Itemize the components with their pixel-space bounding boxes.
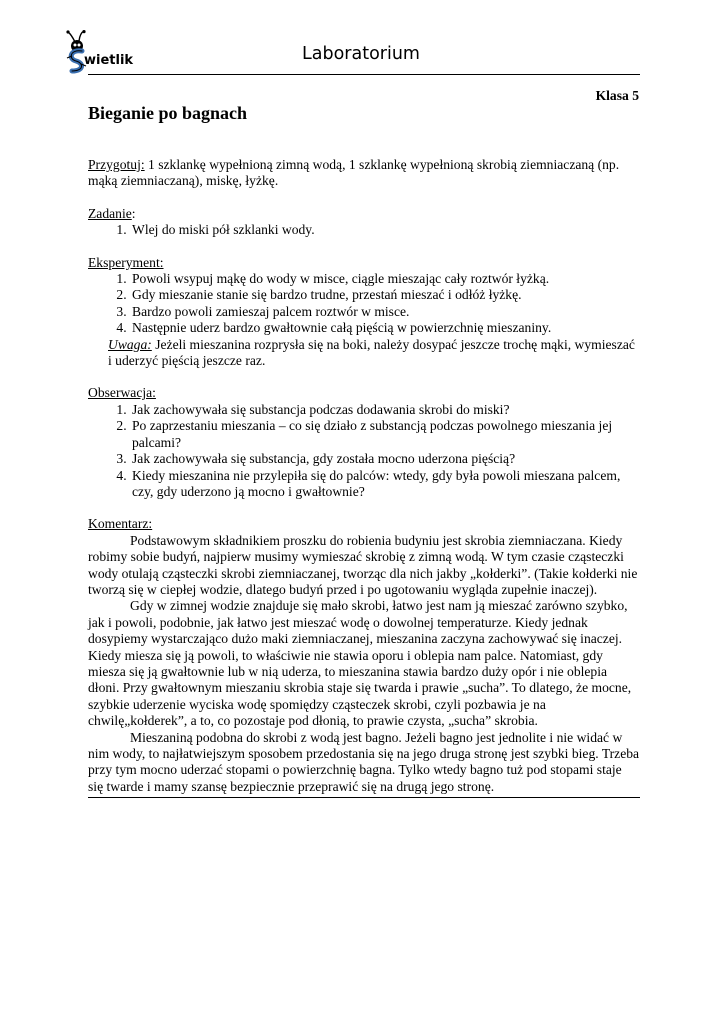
header-divider: [88, 74, 640, 75]
comment-paragraph: Gdy w zimnej wodzie znajduje się mało skrobi, łatwo jest nam ją mieszać zarówno szybko, jak i powoli, podobnie, jak łatwo jest mieszać wodę o dowolnej temperaturze. Kiedy jednak dosypiemy wystarczająco dużo maki ziemniaczanej, mieszanina zaczyna zachowywać się inaczej. Kiedy miesza się ją powoli, to właściwie nie stawia oporu i oblepia nam palce. Natomiast, gdy miesza się ją gwałtownie lub w nią uderza, to mieszanina stawia bardzo duży opór i nie oblepia dłoni. Przy gwałtownym mieszaniu skrobia staje się twarda i prawie „sucha”. To dlatego, że mocne, szybkie uderzenie wyciska wodę spomiędzy cząsteczek skrobi, czyli pozbawia je na chwilę„kołderek”, a to, co pozostaje pod dłonią, to prawie czysta, „sucha” skrobia.: [88, 598, 632, 729]
document-title: Bieganie po bagnach: [88, 103, 248, 123]
grade-label: Klasa 5: [595, 88, 639, 103]
swietlik-logo: [66, 30, 146, 76]
list-item: 2. Gdy mieszanie stanie się bardzo trudne, przestań mieszać i odłóż łyżkę.: [130, 287, 640, 303]
note-text: Jeżeli mieszanina rozprysła się na boki, należy dosypać jeszcze trochę mąki, wymieszać i uderzyć pięścią jeszcze raz.: [108, 336, 635, 369]
task-label: Zadanie: [88, 205, 132, 221]
list-item: 4. Następnie uderz bardzo gwałtownie całą pięścią w powierzchnię mieszaniny.: [130, 320, 640, 336]
observation-section: [88, 385, 640, 500]
comment-label: Komentarz:: [88, 516, 153, 532]
task-label-suffix: :: [131, 205, 136, 221]
experiment-label: Eksperyment:: [88, 254, 164, 270]
observation-label: Obserwacja:: [88, 385, 156, 401]
footer-divider: [88, 797, 640, 798]
list-item: 3. Bardzo powoli zamieszaj palcem roztwór w misce.: [130, 304, 640, 320]
list-item: 2. Po zaprzestaniu mieszania – co się działo z substancją podczas powolnego mieszania jej palcami?: [130, 418, 640, 451]
task-list: [88, 222, 640, 238]
experiment-section: [88, 255, 640, 370]
comment-paragraph: Podstawowym składnikiem proszku do robienia budyniu jest skrobia ziemniaczana. Kiedy robimy sobie budyń, najpierw musimy wymieszać skrobię z zimną wodą. W tym czasie cząsteczki wody otulają cząsteczki skrobi ziemniaczanej, tworząc dla nich jakby „kołderki”. (Takie kołderki nie tworzą się w ciepłej wodzie, dlatego budyń przed i po ugotowaniu wygląda zupełnie inaczej).: [88, 532, 638, 597]
header-title: Laboratorium: [302, 44, 420, 64]
list-item: 1. Jak zachowywała się substancja podczas dodawania skrobi do miski?: [130, 402, 640, 418]
prepare-label: Przygotuj:: [88, 157, 145, 172]
logo-text: wietlik: [84, 53, 134, 68]
comment-paragraph: Mieszaniną podobna do skrobi z wodą jest bagno. Jeżeli bagno jest jednolite i nie widać w nim wody, to najłatwiejszym sposobem przedostania się na jego druga stronę jest szybki bieg. Trzeba przy tym mocno uderzać stopami o powierzchnię bagna. Tylko wtedy bagno tuż pod stopami staje się twarde i mamy szansę bezpiecznie przeprawić się na drugą jego stronę.: [88, 729, 640, 794]
list-item: 1. Wlej do miski pół szklanki wody.: [130, 222, 640, 238]
prepare-text: 1 szklankę wypełnioną zimną wodą, 1 szklankę wypełnioną skrobią ziemniaczaną (np. mąką ziemniaczaną), miskę, łyżkę.: [88, 157, 620, 189]
task-section: [88, 206, 640, 239]
observation-list: [88, 402, 640, 500]
note-label: Uwaga:: [108, 336, 152, 352]
document-body: [88, 157, 640, 795]
list-item: 4. Kiedy mieszanina nie przylepiła się do palców: wtedy, gdy była powoli mieszana palcem, czy, gdy uderzono ją mocno i gwałtownie?: [130, 468, 640, 501]
prepare-section: [88, 157, 640, 190]
comment-section: [88, 516, 640, 795]
list-item: 1. Powoli wsypuj mąkę do wody w misce, ciągle mieszając cały roztwór łyżką.: [130, 271, 640, 287]
experiment-list: [88, 271, 640, 337]
experiment-note: [88, 337, 640, 370]
list-item: 3. Jak zachowywała się substancja, gdy została mocno uderzona pięścią?: [130, 451, 640, 467]
